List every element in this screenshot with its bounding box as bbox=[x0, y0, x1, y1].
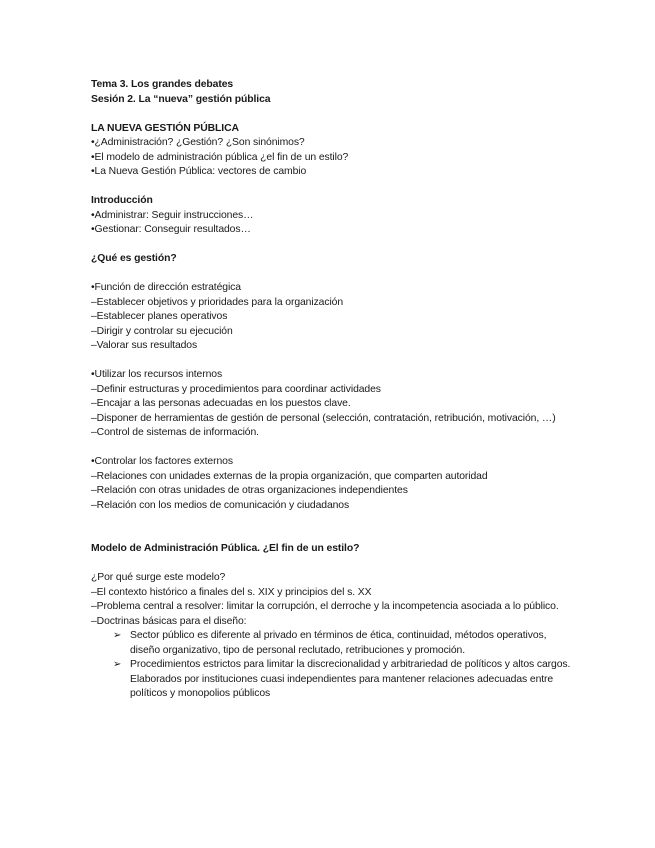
list-item: •Utilizar los recursos internos bbox=[91, 369, 223, 380]
document-body bbox=[91, 78, 571, 702]
arrow-list-text: Procedimientos estrictos para limitar la discrecionalidad y arbitrariedad de políticos y altos cargos. Elaborados por instituciones cuasi independientes para mantener relaciones adecuadas entre políticos y monopolios públicos bbox=[130, 659, 571, 699]
list-item: •Función de dirección estratégica bbox=[91, 282, 241, 293]
section-heading-introduccion: Introducción bbox=[91, 195, 153, 206]
arrow-list-text: Sector público es diferente al privado en términos de ética, continuidad, métodos operativos, diseño organizativo, tipo de personal reclutado, retribuciones y promoción. bbox=[130, 630, 547, 656]
section-heading-modelo: Modelo de Administración Pública. ¿El fin de un estilo? bbox=[91, 543, 360, 554]
list-item: –Relación con los medios de comunicación y ciudadanos bbox=[91, 499, 350, 511]
list-item: •Administrar: Seguir instrucciones… bbox=[91, 209, 254, 221]
arrow-bullet-icon: ➢ bbox=[113, 630, 122, 641]
arrow-list-item bbox=[113, 658, 571, 702]
arrow-list-item bbox=[113, 629, 571, 658]
list-item: –Relaciones con unidades externas de la propia organización, que comparten autoridad bbox=[91, 470, 488, 482]
list-item: –Definir estructuras y procedimientos para coordinar actividades bbox=[91, 383, 381, 395]
list-item: –Encajar a las personas adecuadas en los puestos clave. bbox=[91, 398, 351, 409]
list-item: •La Nueva Gestión Pública: vectores de cambio bbox=[91, 166, 307, 177]
paragraph-line: –Doctrinas básicas para el diseño: bbox=[91, 615, 247, 627]
list-item: •Gestionar: Conseguir resultados… bbox=[91, 224, 251, 235]
section-heading-que-es-gestion: ¿Qué es gestión? bbox=[91, 253, 177, 264]
arrow-bullet-icon: ➢ bbox=[113, 659, 122, 670]
section-heading-nueva-gestion: LA NUEVA GESTIÓN PÚBLICA bbox=[91, 122, 239, 134]
list-item: –Establecer objetivos y prioridades para la organización bbox=[91, 296, 344, 308]
list-item: –Establecer planes operativos bbox=[91, 311, 228, 322]
paragraph-line: –Problema central a resolver: limitar la corrupción, el derroche y la incompetencia asociada a lo público. bbox=[91, 601, 559, 612]
list-item: •¿Administración? ¿Gestión? ¿Son sinónimos? bbox=[91, 137, 305, 148]
list-item: •Controlar los factores externos bbox=[91, 456, 233, 467]
session-title: Sesión 2. La “nueva” gestión pública bbox=[91, 93, 271, 105]
list-item: –Valorar sus resultados bbox=[91, 340, 198, 351]
list-item: –Dirigir y controlar su ejecución bbox=[91, 325, 233, 337]
topic-title: Tema 3. Los grandes debates bbox=[91, 79, 234, 90]
list-item: –Disponer de herramientas de gestión de personal (selección, contratación, retribución, motivación, …) bbox=[91, 412, 556, 424]
paragraph-line: ¿Por qué surge este modelo? bbox=[91, 572, 226, 583]
paragraph-line: –El contexto histórico a finales del s. XIX y principios del s. XX bbox=[91, 586, 372, 598]
list-item: –Relación con otras unidades de otras organizaciones independientes bbox=[91, 485, 408, 496]
list-item: •El modelo de administración pública ¿el fin de un estilo? bbox=[91, 151, 349, 163]
list-item: –Control de sistemas de información. bbox=[91, 427, 259, 438]
